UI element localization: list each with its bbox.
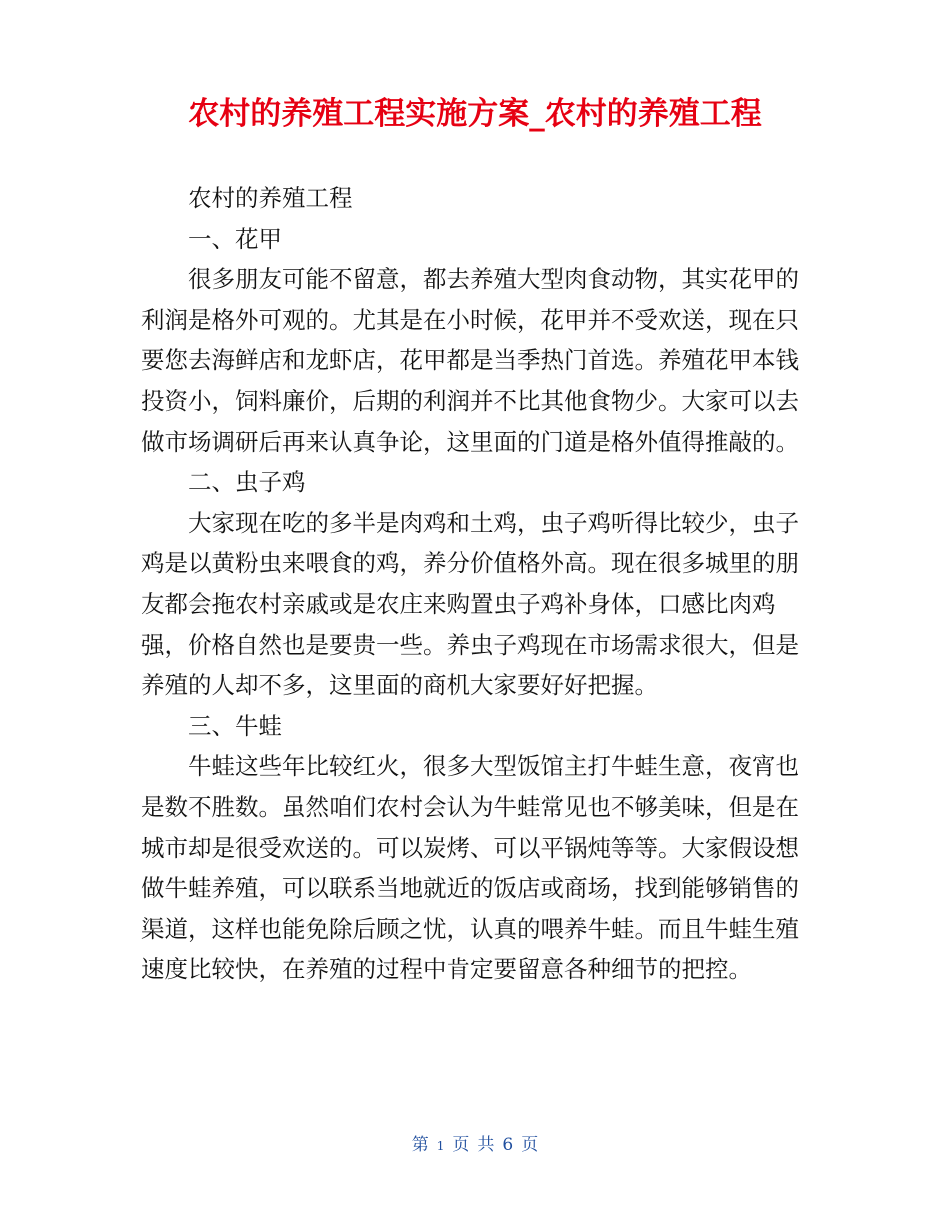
body-line: 要您去海鲜店和龙虾店，花甲都是当季热门首选。养殖花甲本钱 bbox=[141, 346, 799, 375]
body-line: 投资小，饲料廉价，后期的利润并不比其他食物少。大家可以去 bbox=[141, 386, 799, 415]
body-line: 养殖的人却不多，这里面的商机大家要好好把握。 bbox=[141, 671, 658, 700]
body-line: 速度比较快，在养殖的过程中肯定要留意各种细节的把控。 bbox=[141, 955, 752, 984]
footer-total-pages: 6 bbox=[502, 1135, 514, 1155]
footer-label-di: 第 bbox=[411, 1135, 429, 1155]
body-line: 强，价格自然也是要贵一些。养虫子鸡现在市场需求很大，但是 bbox=[141, 630, 799, 659]
footer-label-gong: 共 bbox=[477, 1135, 495, 1155]
body-line: 做市场调研后再来认真争论，这里面的门道是格外值得推敲的。 bbox=[141, 427, 799, 456]
body-line: 利润是格外可观的。尤其是在小时候，花甲并不受欢送，现在只 bbox=[141, 305, 799, 334]
document-body bbox=[141, 178, 799, 990]
body-line: 牛蛙这些年比较红火，很多大型饭馆主打牛蛙生意，夜宵也 bbox=[188, 752, 799, 781]
body-line: 做牛蛙养殖，可以联系当地就近的饭店或商场，找到能够销售的 bbox=[141, 874, 799, 903]
body-line: 鸡是以黄粉虫来喂食的鸡，养分价值格外高。现在很多城里的朋 bbox=[141, 549, 799, 578]
document-title: 农村的养殖工程实施方案_农村的养殖工程 bbox=[188, 96, 762, 132]
body-line: 很多朋友可能不留意，都去养殖大型肉食动物，其实花甲的 bbox=[188, 265, 799, 294]
body-line: 大家现在吃的多半是肉鸡和土鸡，虫子鸡听得比较少，虫子 bbox=[188, 508, 799, 537]
body-line: 二、虫子鸡 bbox=[188, 468, 306, 497]
body-line: 农村的养殖工程 bbox=[188, 184, 353, 212]
body-line: 是数不胜数。虽然咱们农村会认为牛蛙常见也不够美味，但是在 bbox=[141, 792, 799, 821]
footer-current-page: 1 bbox=[436, 1139, 445, 1153]
footer-label-ye: 页 bbox=[452, 1135, 470, 1155]
body-line: 友都会拖农村亲戚或是农庄来购置虫子鸡补身体，口感比肉鸡 bbox=[141, 589, 776, 618]
body-line: 城市却是很受欢送的。可以炭烤、可以平锅炖等等。大家假设想 bbox=[141, 833, 799, 862]
footer-label-ye2: 页 bbox=[521, 1135, 539, 1155]
body-line: 一、花甲 bbox=[188, 224, 282, 253]
body-line: 渠道，这样也能免除后顾之忧，认真的喂养牛蛙。而且牛蛙生殖 bbox=[141, 914, 799, 943]
page-footer bbox=[0, 1132, 950, 1159]
body-line: 三、牛蛙 bbox=[188, 711, 282, 740]
